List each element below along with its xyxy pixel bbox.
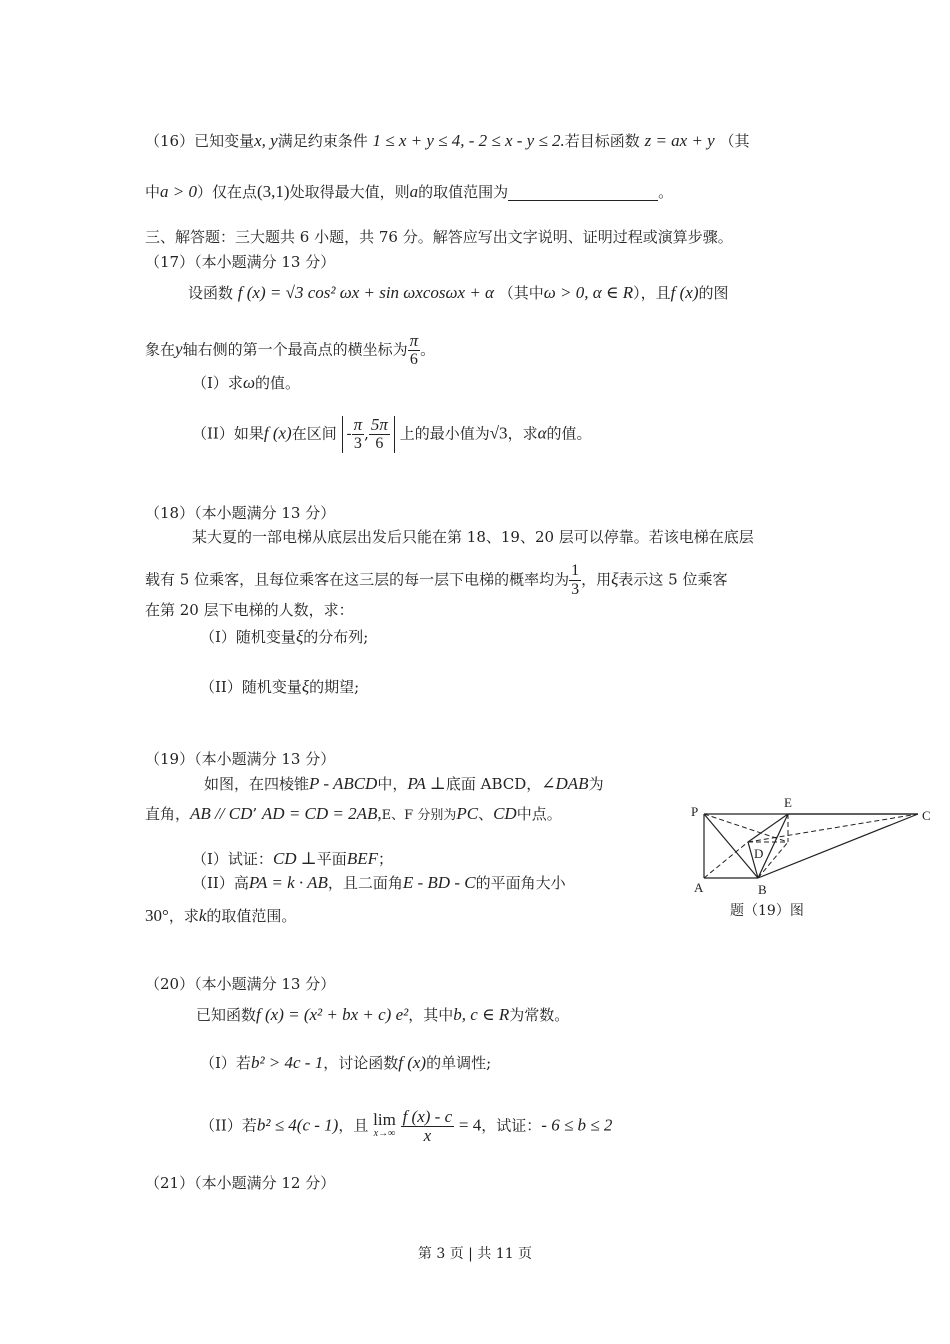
q18-line-2: 载有 5 位乘客，且每位乘客在这三层的每一层下电梯的概率均为 $\frac{1}{3}$ ，用ξ表示这 5 位乘客 xyxy=(145,562,728,598)
figure-label-d: D xyxy=(754,846,764,861)
figure-label-c: C xyxy=(922,808,931,823)
q19-part-2-cont: 30°，求k的取值范围。 xyxy=(145,906,297,925)
q20-heading: （20）（本小题满分 13 分） xyxy=(145,975,336,993)
q18-line-1: 某大夏的一部电梯从底层出发后只能在第 18、19、20 层可以停靠。若该电梯在底层 xyxy=(192,528,754,546)
q20-line-1: 已知函数f (x) = (x² + bx + c) e²，其中b, c ∈ R为常数。 xyxy=(196,1005,570,1024)
section-3-heading: 三、解答题：三大题共 6 小题，共 76 分。解答应写出文字说明、证明过程或演算步骤。 xyxy=(145,228,733,246)
figure-label-b: B xyxy=(758,882,767,897)
answer-blank xyxy=(508,186,658,201)
q18-part-1: （I）随机变量ξ的分布列; xyxy=(200,627,369,646)
q21-heading: （21）（本小题满分 12 分） xyxy=(145,1174,336,1192)
q17-line-2: 象在y轴右侧的第一个最高点的横坐标为 $\frac{\pi}{6}$ 。 xyxy=(145,331,436,368)
figure-caption: 题（19）图 xyxy=(730,903,804,919)
q16-line-2: 中a > 0）仅在点(3,1)处取得最大值，则a的取值范围为 。 xyxy=(145,182,674,201)
q18-line-3: 在第 20 层下电梯的人数，求： xyxy=(145,601,354,619)
figure-label-p: P xyxy=(691,804,699,819)
q18-part-2: （II）随机变量ξ的期望; xyxy=(200,677,360,696)
q19-part-2: （II）高PA = k · AB，且二面角E - BD - C的平面角大小 xyxy=(192,873,566,892)
figure-label-a: A xyxy=(694,880,704,895)
q17-heading: （17）（本小题满分 13 分） xyxy=(145,253,336,271)
q19-heading: （19）（本小题满分 13 分） xyxy=(145,750,336,768)
figure-label-e: E xyxy=(784,795,792,810)
q16-line-1: （16）已知变量x, y满足约束条件 1 ≤ x + y ≤ 4, - 2 ≤ x - y ≤ 2.若目标函数 z = ax + y （其 xyxy=(145,131,750,150)
q20-part-1: （I）若b² > 4c - 1，讨论函数f (x)的单调性; xyxy=(200,1053,492,1072)
q17-part-1: （I）求ω的值。 xyxy=(192,373,300,392)
q20-part-2: （II）若b² ≤ 4(c - 1)，且 lim x→∞ $\frac{f (x) - c}{x}$ = 4，试证：- 6 ≤ b ≤ 2 xyxy=(200,1107,613,1145)
q17-part-2: （II）如果f (x)在区间 - $\frac{\pi}{3}$ , $\frac{5\pi}{6}$ 上的最小值为√3，求α的值。 xyxy=(192,415,592,452)
q19-part-1: （I）试证：CD ⊥平面BEF； xyxy=(192,849,393,868)
pyramid-figure xyxy=(688,792,933,924)
q18-heading: （18）（本小题满分 13 分） xyxy=(145,504,336,522)
q19-line-1: 如图，在四棱锥P - ABCD中，PA ⊥底面 ABCD，∠DAB为 xyxy=(204,774,604,793)
page-footer: 第 3 页 | 共 11 页 xyxy=(417,1246,533,1262)
q17-line-1: 设函数 f (x) = √3 cos² ωx + sin ωxcosωx + α （其中ω > 0, α ∈ R），且f (x)的图 xyxy=(188,283,729,302)
q19-line-2: 直角，AB // CD’ AD = CD = 2AB,E、F 分别为PC、CD中点。 xyxy=(145,804,562,823)
